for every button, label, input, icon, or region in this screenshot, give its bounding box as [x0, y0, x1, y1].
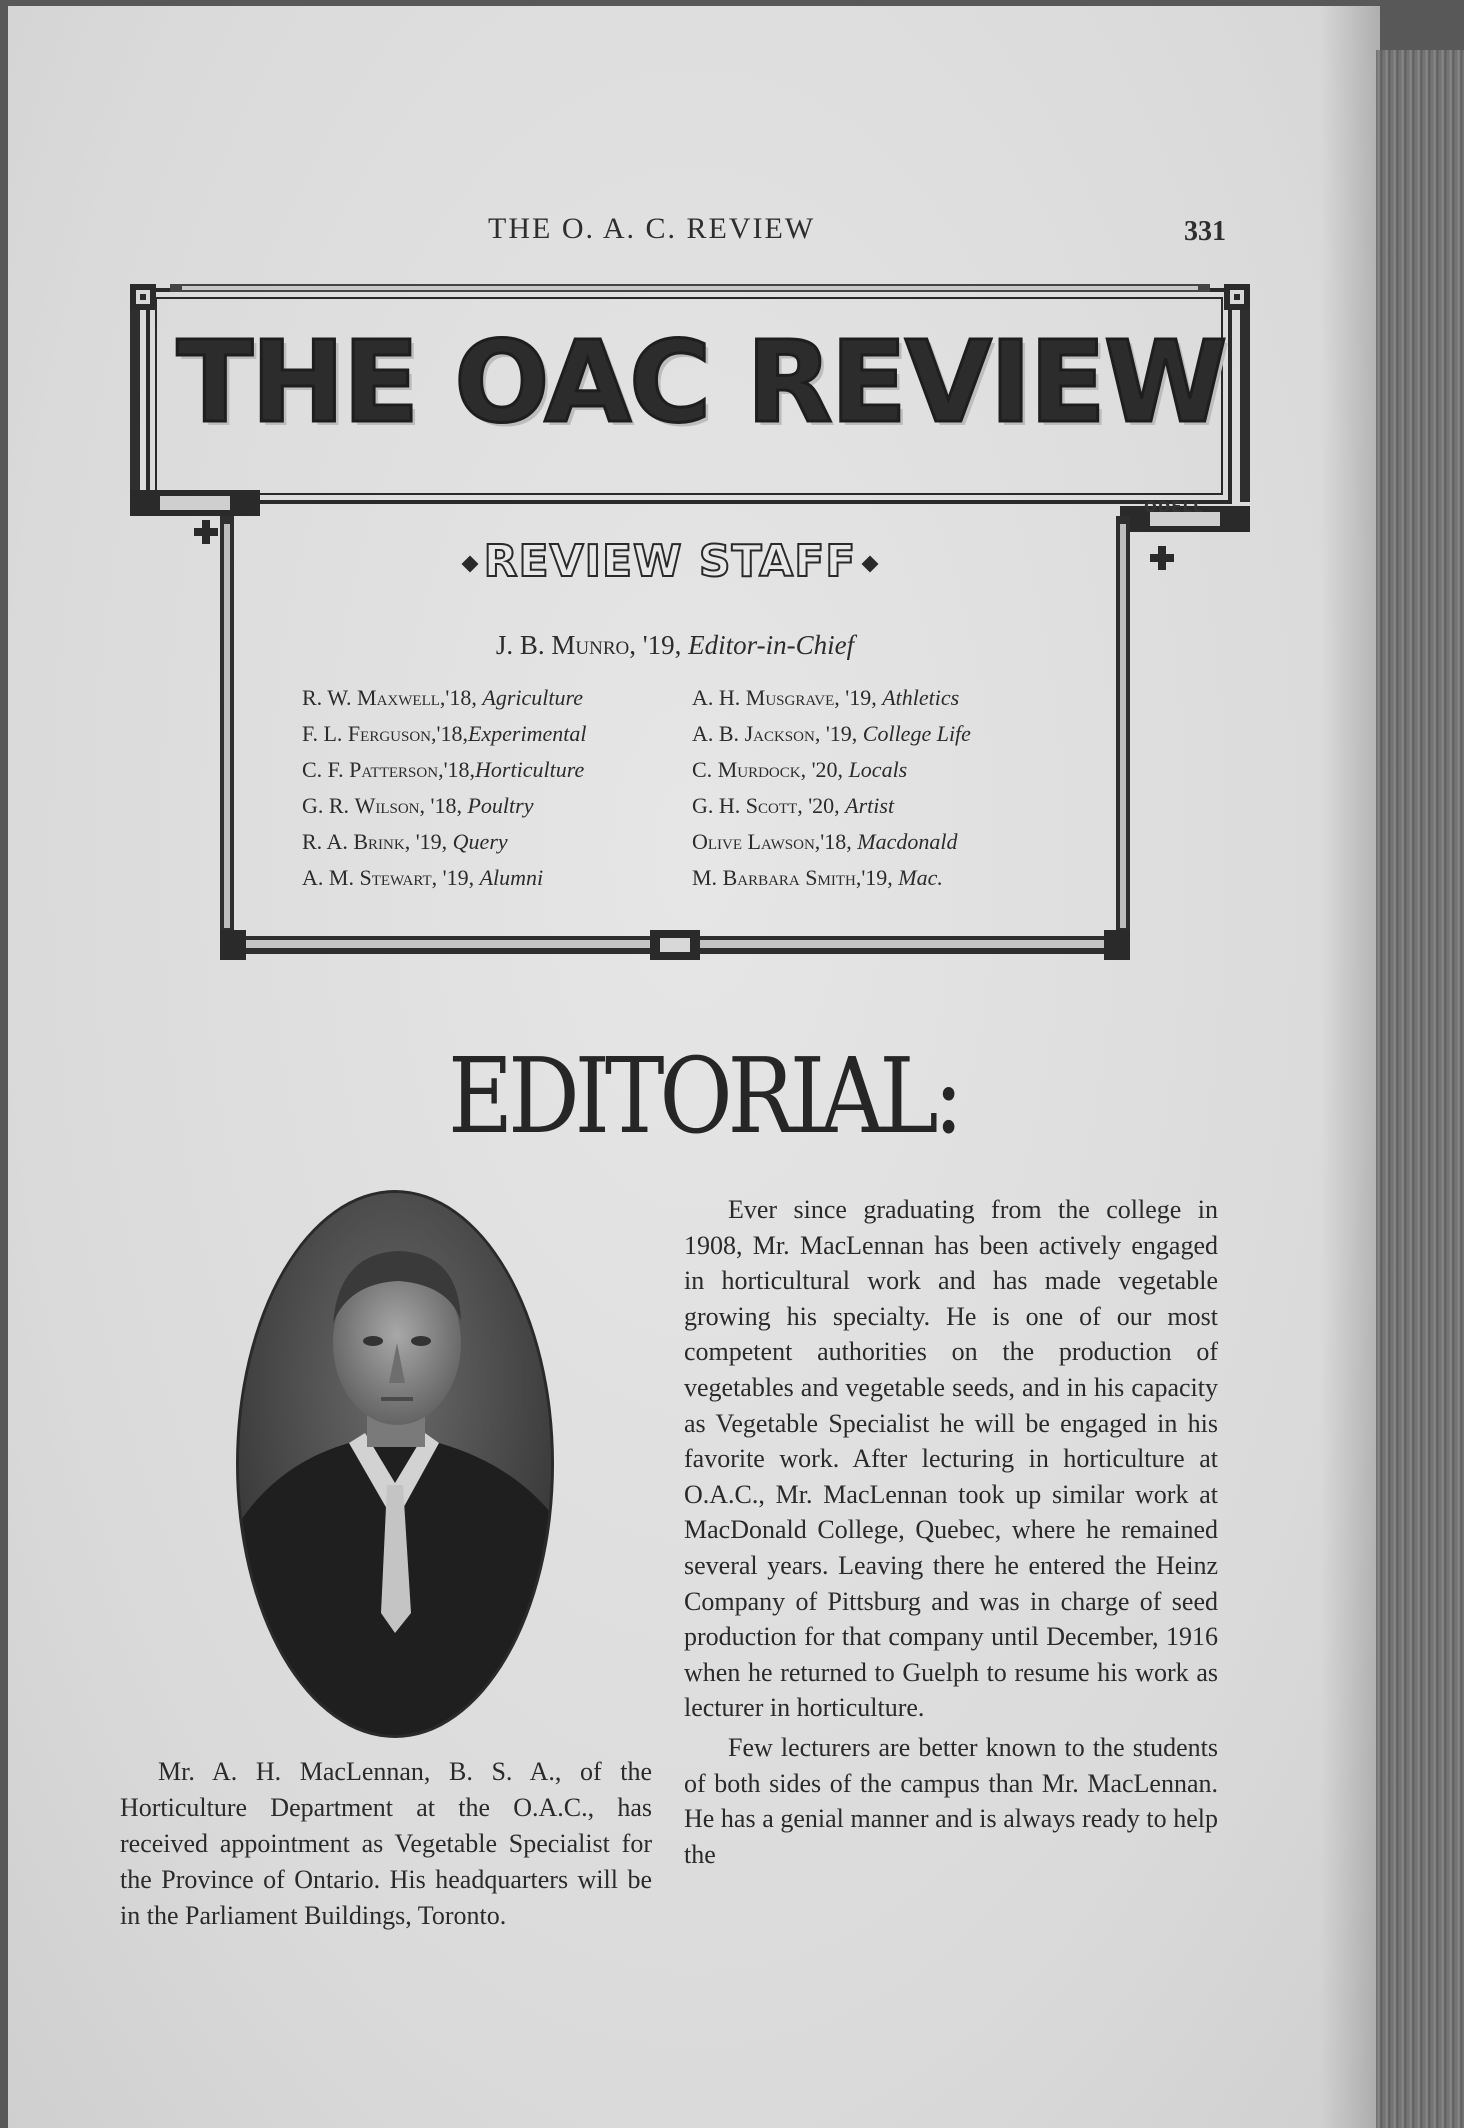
staff-entry: R. W. Maxwell,'18, Agriculture [302, 685, 583, 710]
staff-heading-text: REVIEW STAFF [483, 536, 857, 587]
editorial-paragraph-1: Ever since graduating from the college in 1908, Mr. MacLennan has been actively engaged in horticultural work and has made vegetable growing his specialty. He is one of our most competent authorities on the production of vegetables and vegetable seeds, and in his capacity as Vegetable Specialist he will be engaged in his favorite work. After lecturing in horticulture at O.A.C., Mr. MacLennan took up similar work at MacDonald College, Quebec, where he remained several years. Leaving there he entered the Heinz Company of Pittsburg and was in charge of seed production for that company until December, 1916 when he returned to Guelph to resume his work as lecturer in horticulture. [684, 1195, 1218, 1723]
right-column-text [684, 1192, 1218, 1872]
editorial-paragraph-2: Few lecturers are better known to the students of both sides of the campus than Mr. MacLennan. He has a genial manner and is always ready to help the [684, 1732, 1218, 1869]
diamond-ornament-icon [862, 556, 879, 573]
editor-surname: Munro [551, 630, 630, 660]
masthead-logo-text: THE OAC REVIEW [176, 318, 1226, 448]
journal-title: THE O. A. C. REVIEW [488, 212, 816, 245]
staff-list-right [692, 680, 971, 896]
editor-year: , '19, [629, 630, 689, 660]
page-gutter-shadow [1320, 6, 1380, 2128]
staff-entry: M. Barbara Smith,'19, Mac. [692, 865, 943, 890]
left-column-text [120, 1754, 652, 1934]
staff-entry: A. M. Stewart, '19, Alumni [302, 865, 544, 890]
staff-entry: A. H. Musgrave, '19, Athletics [692, 685, 960, 710]
diamond-ornament-icon [461, 556, 478, 573]
masthead [130, 284, 1250, 984]
page-number: 331 [1184, 216, 1226, 247]
running-head [8, 212, 1380, 252]
staff-list-left [302, 680, 587, 896]
staff-entry: F. L. Ferguson,'18,Experimental [302, 721, 587, 746]
staff-entry: Olive Lawson,'18, Macdonald [692, 829, 958, 854]
staff-entry: R. A. Brink, '19, Query [302, 829, 508, 854]
portrait-caption-paragraph: Mr. A. H. MacLennan, B. S. A., of the Horticulture Department at the O.A.C., has received appointment as Vegetable Specialist for the Province of Ontario. His headquarters will be in the Parliament Buildings, Toronto. [120, 1757, 652, 1930]
staff-entry: G. H. Scott, '20, Artist [692, 793, 895, 818]
staff-entry: C. Murdock, '20, Locals [692, 757, 908, 782]
editorial-heading: EDITORIAL: [448, 1035, 959, 1157]
portrait-photo [236, 1190, 554, 1738]
staff-entry: C. F. Patterson,'18,Horticulture [302, 757, 585, 782]
editor-role: Editor-in-Chief [688, 630, 855, 660]
book-page-edges [1376, 50, 1464, 2128]
book-page [8, 6, 1380, 2128]
editor-in-chief-line [130, 630, 1220, 661]
staff-entry: G. R. Wilson, '18, Poultry [302, 793, 534, 818]
staff-entry: A. B. Jackson, '19, College Life [692, 721, 971, 746]
portrait-illustration [239, 1193, 551, 1735]
staff-heading [430, 536, 910, 587]
artist-signature: ODELL [1144, 498, 1204, 516]
editor-initials: J. B. [495, 630, 552, 660]
